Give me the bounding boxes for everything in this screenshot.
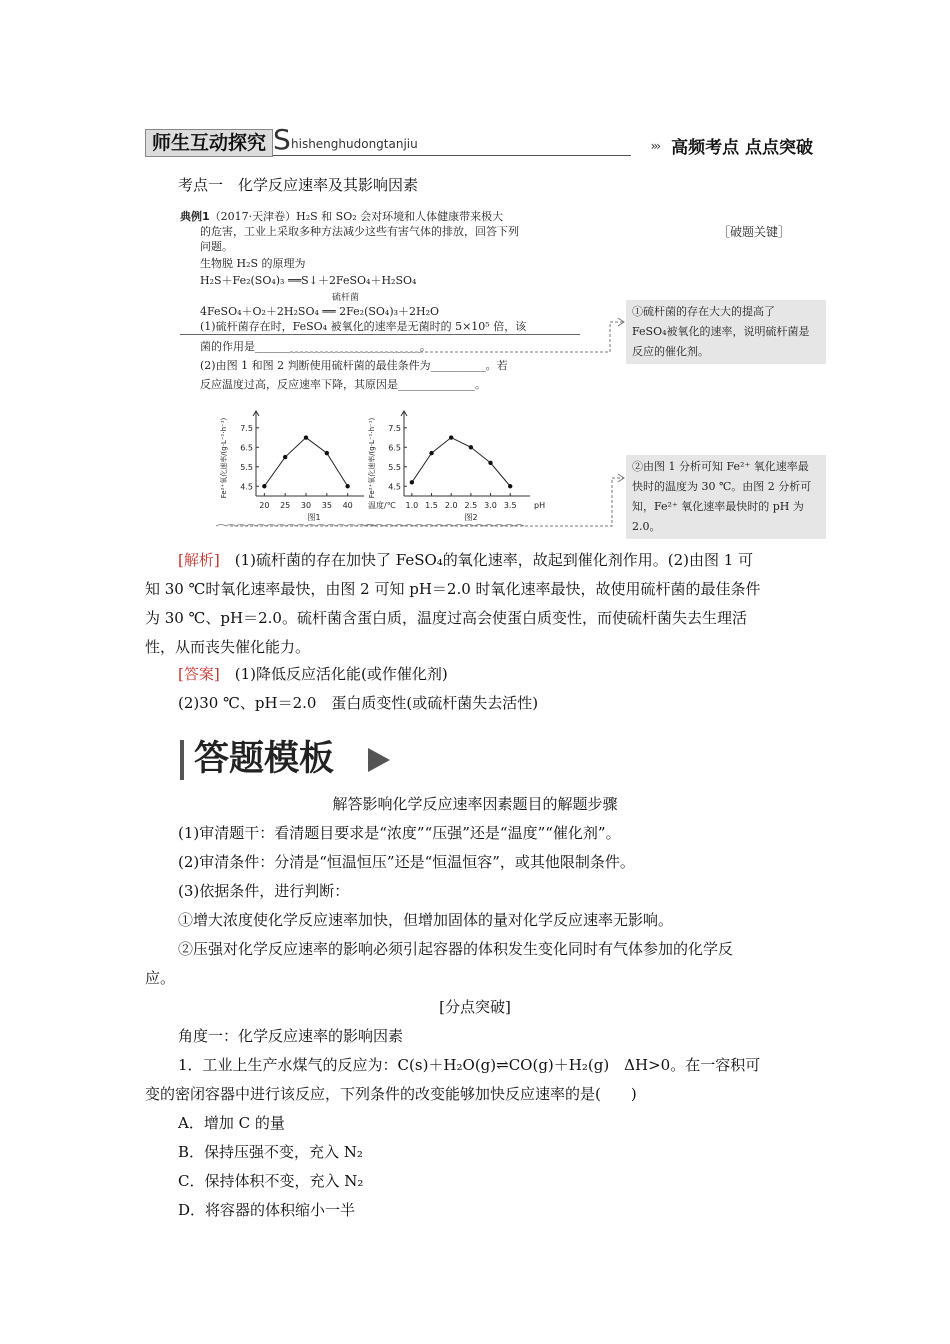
option-d: D．将容器的体积缩小一半 — [178, 1201, 356, 1219]
data-point — [345, 484, 349, 488]
banner-right-title: 高频考点 点点突破 — [671, 138, 813, 158]
step-line: 应。 — [145, 969, 176, 987]
step-line: ②压强对化学反应速率的影响必须引起容器的体积发生变化同时有气体参加的化学反 — [178, 940, 734, 958]
template-bar — [180, 740, 184, 780]
data-point — [508, 484, 512, 488]
question-stem: 1．工业上生产水煤气的反应为：C(s)＋H₂O(g)⇌CO(g)＋H₂(g) ΔH>0。在一容积可 — [178, 1056, 761, 1074]
x-tick-label: 1.0 — [405, 501, 419, 510]
step-line: (1)审清题干：看清题目要求是“浓度”“压强”还是“温度”“催化剂”。 — [178, 824, 621, 842]
y-tick-label: 5.5 — [240, 462, 253, 472]
data-point — [304, 435, 308, 439]
catalyst-label: 硫杆菌 — [332, 293, 360, 303]
x-axis-label: 温度/℃ — [368, 501, 396, 510]
example-line: 典例1（2017·天津卷）H₂S 和 SO₂ 会对环境和人体健康带来极大 — [180, 210, 504, 223]
y-tick-label: 4.5 — [240, 482, 253, 492]
step-line: ①增大浓度使化学反应速率加快，但增加固体的量对化学反应速率无影响。 — [178, 911, 674, 929]
y-tick-label: 6.5 — [388, 443, 401, 453]
example-q2: (2)由图 1 和图 2 判断使用硫杆菌的最佳条件为__________。若 — [200, 359, 508, 372]
triangle-right-icon — [368, 748, 390, 772]
data-point — [449, 435, 453, 439]
key-title: ［破题关键］ — [718, 225, 791, 239]
x-tick-label: 35 — [321, 501, 332, 510]
step-line: (3)依据条件，进行判断： — [178, 882, 350, 900]
data-point — [283, 455, 287, 459]
note-1-line: FeSO₄被氧化的速率，说明硫杆菌是 — [632, 325, 810, 338]
chart-title: 图1 — [307, 513, 321, 522]
answer-line: [答案] (1)降低反应活化能(或作催化剂) — [178, 665, 448, 683]
option-c: C．保持体积不变，充入 N₂ — [178, 1172, 364, 1190]
x-tick-label: 25 — [280, 501, 291, 510]
option-a: A．增加 C 的量 — [178, 1114, 285, 1132]
banner-pinyin: hishenghudongtanjiu — [291, 137, 418, 151]
example-q2-cont: 反应温度过高，反应速率下降，其原因是______________。 — [200, 378, 486, 391]
question-stem-cont: 变的密闭容器中进行该反应，下列条件的改变能够加快反应速率的是( ) — [145, 1085, 637, 1103]
analysis-line: 为 30 ℃、pH＝2.0。硫杆菌含蛋白质，温度过高会使蛋白质变性，而使硫杆菌失去生理活 — [145, 609, 747, 627]
figure-layer — [0, 0, 950, 560]
series-line — [264, 438, 347, 487]
y-tick-label: 6.5 — [240, 443, 253, 453]
note-1-line: 反应的催化剂。 — [632, 345, 709, 358]
series-line — [412, 438, 510, 487]
x-tick-label: 3.5 — [503, 501, 517, 510]
example-line: 问题。 — [200, 240, 233, 253]
banner-big-s: S — [273, 123, 291, 156]
data-point — [410, 480, 414, 484]
note-2-line: 知，Fe²⁺ 氧化速率最快时的 pH 为 — [632, 500, 804, 513]
steps-title: 解答影响化学反应速率因素题目的解题步骤 — [332, 795, 618, 813]
example-line: 的危害，工业上采取多种方法减少这些有害气体的排放，回答下列 — [200, 225, 519, 238]
data-point — [262, 484, 266, 488]
angle-title: 角度一：化学反应速率的影响因素 — [178, 1027, 404, 1045]
data-point — [325, 451, 329, 455]
chart-title: 图2 — [464, 513, 478, 522]
fendian-title: [分点突破] — [439, 998, 511, 1016]
banner-tag: 师生互动探究 — [145, 129, 273, 157]
example-equation-1: H₂S＋Fe₂(SO₄)₃ ══S↓＋2FeSO₄＋H₂SO₄ — [200, 274, 417, 287]
y-tick-label: 7.5 — [388, 423, 401, 433]
y-tick-label: 7.5 — [240, 423, 253, 433]
data-point — [469, 445, 473, 449]
analysis-line: [解析] (1)硫杆菌的存在加快了 FeSO₄的氧化速率，故起到催化剂作用。(2)由图 1 可 — [178, 551, 754, 569]
x-tick-label: 2.0 — [444, 501, 458, 510]
y-axis-label: Fe²⁺氧化速率/(g·L⁻¹·h⁻¹) — [220, 417, 228, 499]
note-2-line: 2.0。 — [632, 520, 661, 533]
step-line: (2)审清条件：分清是“恒温恒压”还是“恒温恒容”，或其他限制条件。 — [178, 853, 635, 871]
example-tag: 典例1 — [180, 210, 210, 223]
x-tick-label: 1.5 — [425, 501, 438, 510]
y-axis-label: Fe²⁺氧化速率/(g·L⁻¹·h⁻¹) — [368, 417, 376, 499]
x-tick-label: 2.5 — [464, 501, 478, 510]
y-tick-label: 4.5 — [388, 482, 401, 492]
note-1-line: ①硫杆菌的存在大大的提高了 — [632, 305, 775, 318]
answer-line: (2)30 ℃、pH＝2.0 蛋白质变性(或硫杆菌失去活性) — [178, 694, 539, 712]
data-point — [488, 461, 492, 465]
kaodian-title: 考点一 化学反应速率及其影响因素 — [178, 176, 419, 194]
analysis-block — [178, 546, 818, 575]
option-b: B．保持压强不变，充入 N₂ — [178, 1143, 363, 1161]
example-equation-2: 4FeSO₄＋O₂＋2H₂SO₄ ══ 2Fe₂(SO₄)₃＋2H₂O — [200, 305, 440, 318]
example-q1-blank: 菌的作用是______________________________。 — [200, 340, 431, 353]
x-tick-label: 20 — [259, 501, 270, 510]
template-title: 答题模板 — [194, 739, 335, 779]
note-2-line: ②由图 1 分析可知 Fe²⁺ 氧化速率最 — [632, 460, 809, 473]
x-tick-label: 40 — [342, 501, 353, 510]
example-q1: (1)硫杆菌存在时，FeSO₄ 被氧化的速率是无菌时的 5×10⁵ 倍，该 — [180, 319, 580, 335]
note-2-line: 快时的温度为 30 ℃。由图 2 分析可 — [632, 480, 812, 493]
analysis-label: [解析] — [178, 551, 220, 569]
x-tick-label: 30 — [300, 501, 312, 510]
x-axis-label: pH — [534, 501, 546, 510]
answer-label: [答案] — [178, 665, 220, 683]
analysis-line: 知 30 ℃时氧化速率最快，由图 2 可知 pH＝2.0 时氧化速率最快，故使用硫杆菌的最佳条件 — [145, 580, 761, 598]
banner-arrows-icon: ››› — [650, 139, 659, 153]
connector-1 — [290, 322, 624, 352]
y-tick-label: 5.5 — [388, 462, 401, 472]
data-point — [429, 451, 433, 455]
example-line: 生物脱 H₂S 的原理为 — [200, 257, 306, 270]
x-tick-label: 3.0 — [484, 501, 497, 510]
analysis-line: 性，从而丧失催化能力。 — [145, 638, 311, 656]
